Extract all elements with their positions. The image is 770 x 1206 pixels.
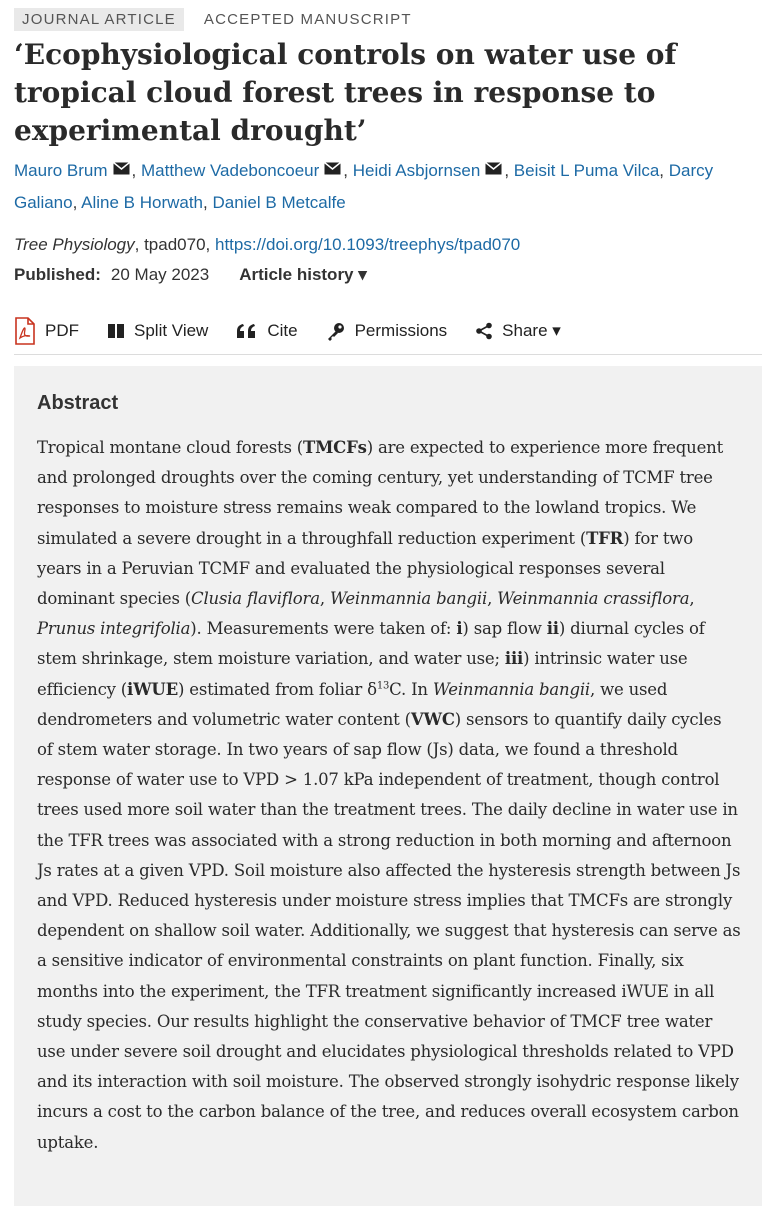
abstract-heading: Abstract (37, 392, 119, 414)
abstract-segment: i (456, 619, 463, 639)
share-icon (475, 322, 493, 340)
abstract-segment: , (689, 589, 695, 609)
key-icon (326, 321, 346, 341)
abstract-segment: TMCFs (303, 438, 367, 457)
abstract-segment: Prunus integrifolia (37, 619, 191, 639)
published-label: Published: (14, 265, 101, 284)
abstract-section (14, 366, 762, 1206)
split-view-icon (107, 323, 125, 339)
author-separator: , (203, 193, 213, 212)
author-separator: , (131, 160, 141, 180)
abstract-segment: ). Measurements were taken of: (190, 619, 457, 639)
abstract-segment: VWC (410, 709, 455, 729)
abstract-segment: Clusia flaviflora (191, 589, 320, 609)
split-view-label: Split View (134, 321, 209, 340)
article-title: ‘Ecophysiological controls on water use of tropical cloud forest trees in response to experimental drought’ (14, 38, 677, 147)
abstract-segment: , (319, 589, 330, 609)
permissions-button[interactable] (326, 316, 448, 346)
abstract-segment: ) intrinsic water use efficiency ( (37, 649, 688, 699)
email-icon[interactable] (485, 155, 502, 185)
manuscript-status-badge: ACCEPTED MANUSCRIPT (203, 11, 412, 28)
doi-link[interactable]: https://doi.org/10.1093/treephys/tpad070 (214, 235, 521, 254)
abstract-segment: ) for two years in a Peruvian TCMF and evaluated the physiological responses several dominant species ( (37, 528, 693, 609)
pdf-icon (14, 317, 36, 345)
journal-name: Tree Physiology (14, 235, 135, 254)
abstract-segment: C. In (389, 679, 433, 699)
abstract-segment: Tropical montane cloud forests ( (37, 438, 304, 457)
abstract-segment: ii (546, 619, 559, 639)
abstract-segment: TFR (586, 528, 624, 548)
share-button[interactable] (475, 316, 561, 346)
share-label: Share ▾ (502, 321, 561, 340)
quote-icon (236, 323, 258, 339)
article-id: , tpad070, (134, 235, 215, 254)
abstract-segment: 13 (376, 680, 390, 692)
author-link[interactable]: Daniel B Metcalfe (212, 193, 346, 212)
article-toolbar (14, 316, 762, 355)
author-separator: , (504, 160, 514, 180)
pdf-button[interactable] (14, 316, 79, 346)
split-view-button[interactable] (107, 316, 208, 346)
cite-button[interactable] (236, 316, 297, 346)
abstract-segment: ) diurnal cycles of stem shrinkage, stem moisture variation, and water use; (37, 619, 705, 669)
abstract-segment: Weinmannia bangii (329, 589, 488, 609)
abstract-text (37, 433, 742, 1158)
article-history-dropdown[interactable]: Article history ▾ (239, 265, 367, 284)
author-link[interactable]: Matthew Vadeboncoeur (140, 160, 320, 180)
author-link[interactable]: Aline B Horwath (81, 193, 204, 212)
abstract-segment: ) sap flow (462, 619, 547, 639)
published-date: 20 May 2023 (110, 265, 210, 284)
author-separator: , (343, 160, 353, 180)
abstract-segment: , (487, 589, 498, 609)
email-icon[interactable] (113, 155, 130, 185)
abstract-segment: Weinmannia bangii (432, 679, 590, 699)
abstract-segment: iWUE (127, 679, 178, 699)
abstract-segment: Weinmannia crassiflora (497, 589, 690, 609)
cite-label: Cite (267, 321, 298, 340)
abstract-segment: , we used dendrometers and volumetric water content ( (37, 679, 668, 729)
article-badges (14, 8, 420, 31)
pdf-label: PDF (45, 321, 79, 340)
author-separator: , (72, 193, 82, 212)
citation-line (14, 232, 520, 258)
abstract-segment: ) estimated from foliar δ (177, 679, 377, 699)
abstract-segment: ) sensors to quantify daily cycles of stem water storage. In two years of sap flow (Js) data, we found a threshold response of water use to VPD > 1.07 kPa independent of treatment, though control trees used more soil water than the treatment trees. The daily decline in water use in the TFR trees was associated with a strong reduction in both morning and afternoon Js rates at a given VPD. Soil moisture also affected the hysteresis strength between Js and VPD. Reduced hysteresis under moisture stress implies that TMCFs are strongly dependent on shallow soil water. Additionally, we suggest that hysteresis can serve as a sensitive indicator of environmental constraints on plant function. Finally, six months into the experiment, the TFR treatment significantly increased iWUE in all study species. Our results highlight the conservative behavior of TMCF tree water use under severe soil drought and elucidates physiological thresholds related to VPD and its interaction with soil moisture. The observed strongly isohydric response likely incurs a cost to the carbon balance of the tree, and reduces overall ecosystem carbon uptake. (37, 709, 741, 1152)
author-list (14, 155, 759, 218)
email-icon[interactable] (324, 155, 341, 185)
abstract-segment: iii (504, 649, 524, 669)
article-type-badge: JOURNAL ARTICLE (14, 8, 184, 31)
author-link[interactable]: Mauro Brum (14, 160, 108, 180)
author-link[interactable]: Beisit L Puma Vilca (513, 160, 660, 180)
permissions-label: Permissions (354, 321, 448, 340)
author-separator: , (659, 160, 669, 180)
publication-row (14, 262, 367, 288)
abstract-segment: ) are expected to experience more frequent and prolonged droughts over the coming century, yet understanding of TCMF tree responses to moisture stress remains weak compared to the lowland tropics. We simulated a severe drought in a throughfall reduction experiment ( (37, 438, 724, 548)
author-link[interactable]: Heidi Asbjornsen (352, 160, 481, 180)
author-link[interactable]: Darcy Galiano (14, 160, 714, 212)
